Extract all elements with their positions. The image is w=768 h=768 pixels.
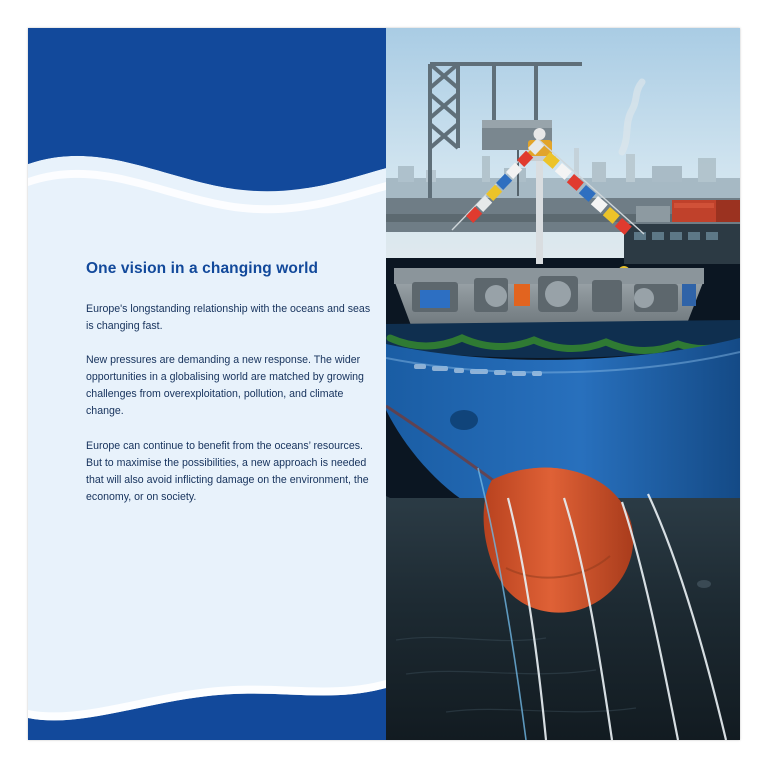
paragraph-1: Europe's longstanding relationship with the oceans and seas is changing fast. <box>86 302 371 332</box>
photo-illustration-svg <box>386 28 740 740</box>
text-panel <box>28 28 386 740</box>
brochure-page <box>28 28 740 740</box>
body-copy <box>86 260 378 506</box>
paragraph-3: Europe can continue to benefit from the oceans’ resources. But to maximise the possibilities, a new approach is needed that will also avoid inflicting damage on the environment, the economy, or on society. <box>86 439 369 503</box>
page-title: One vision in a changing world <box>86 260 319 277</box>
photo-ship-in-harbour <box>386 28 740 740</box>
paragraph-2: New pressures are demanding a new response. The wider opportunities in a globalising world are matched by growing challenges from overexploitation, pollution, and climate change. <box>86 353 364 418</box>
